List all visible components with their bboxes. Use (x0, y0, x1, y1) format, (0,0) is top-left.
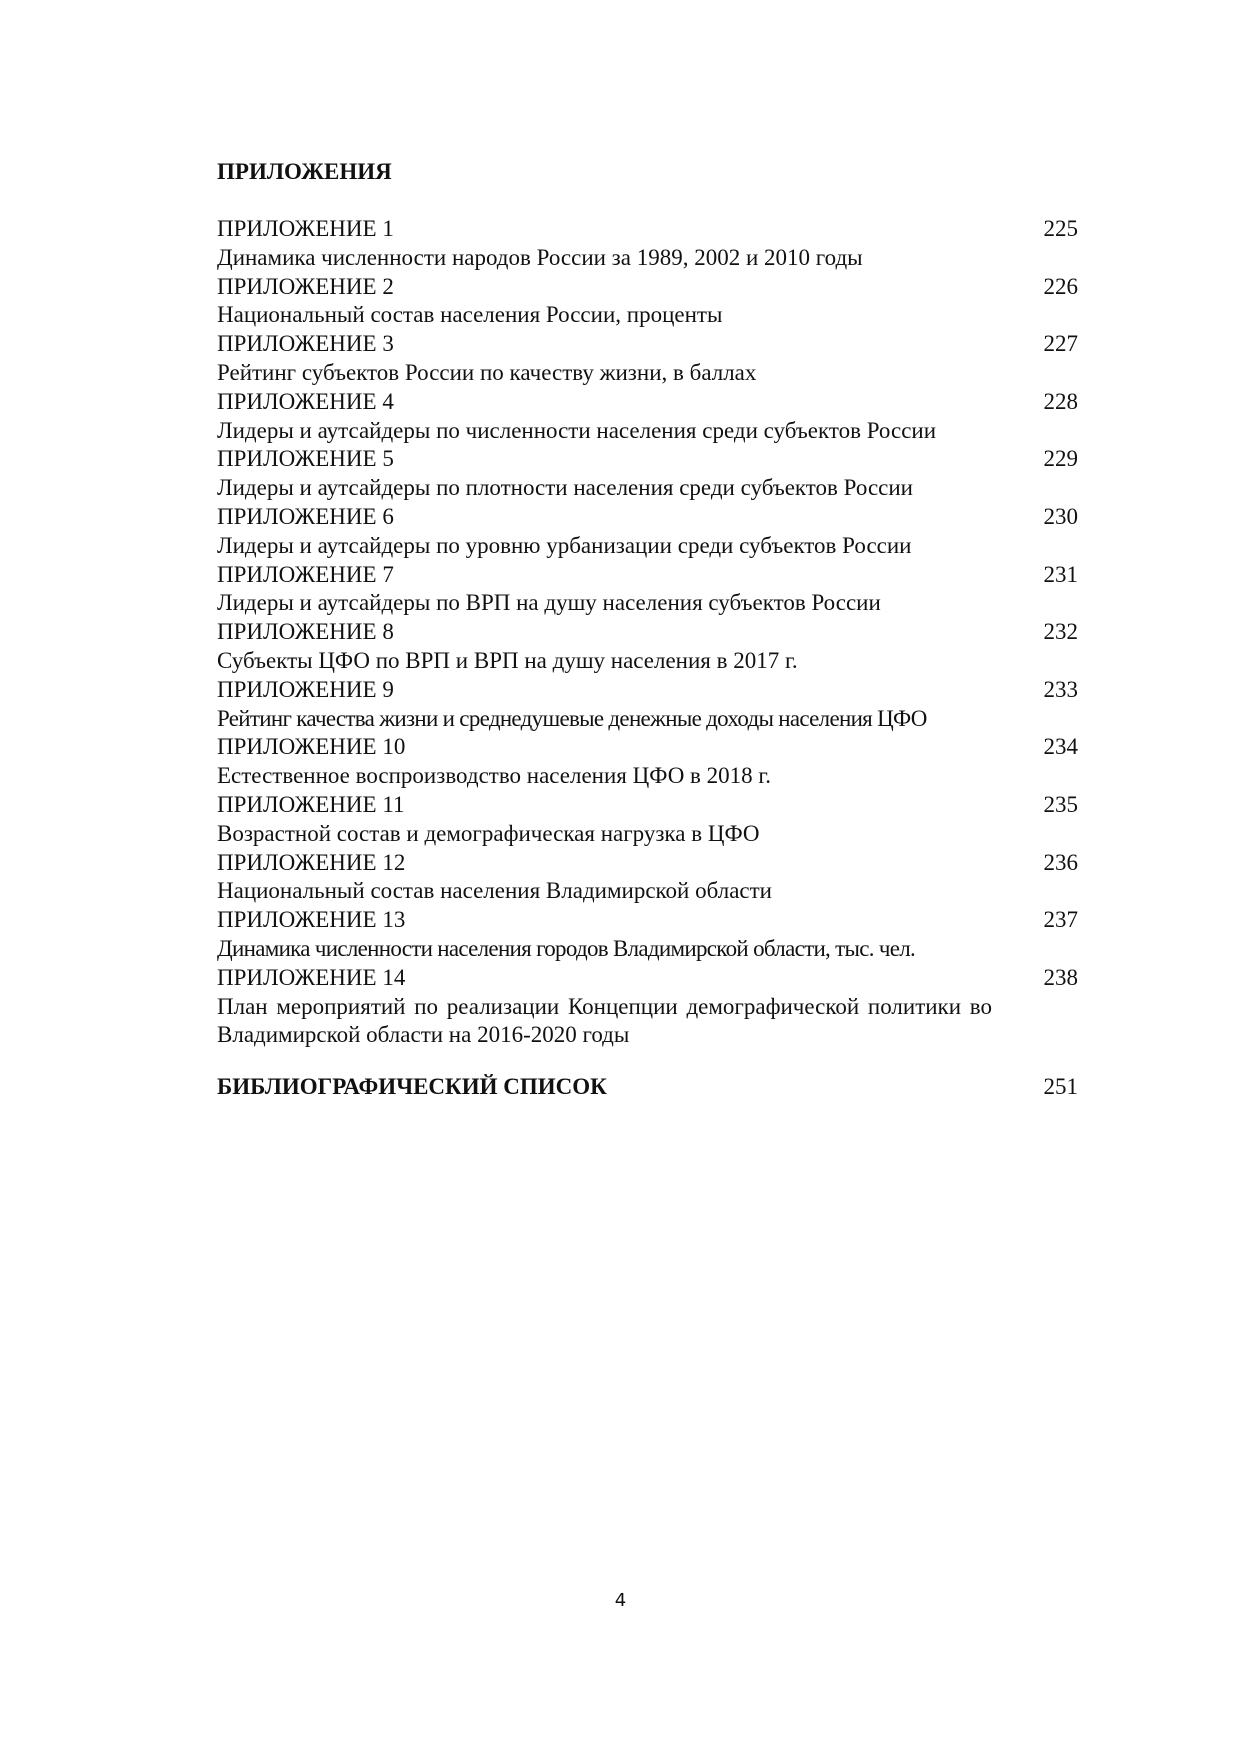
toc-entry (217, 964, 1078, 1050)
page-number: 225 (1043, 216, 1078, 241)
page-number: 251 (1043, 1074, 1078, 1099)
appendix-description: Рейтинг качества жизни и среднедушевые денежные доходы населения ЦФО (217, 705, 927, 731)
page-number: 231 (1043, 561, 1078, 587)
appendix-heading: ПРИЛОЖЕНИЕ 13 (217, 907, 406, 933)
toc-entry-row (217, 733, 1078, 762)
appendix-heading: ПРИЛОЖЕНИЕ 3 (217, 331, 394, 357)
appendix-heading: ПРИЛОЖЕНИЕ 4 (217, 388, 394, 414)
toc-entry (217, 791, 1078, 849)
section-title: ПРИЛОЖЕНИЯ (217, 159, 392, 184)
toc-list (217, 215, 1078, 1050)
appendix-description: Национальный состав населения Владимирской области (217, 878, 772, 904)
page-number: 226 (1043, 273, 1078, 299)
appendix-description: Национальный состав населения России, проценты (217, 302, 723, 328)
toc-entry-row (217, 388, 1078, 417)
appendix-description: Лидеры и аутсайдеры по плотности населения среди субъектов России (217, 475, 913, 501)
toc-entry (217, 388, 1078, 446)
appendix-heading: ПРИЛОЖЕНИЕ 12 (217, 849, 406, 875)
toc-entry-row (217, 791, 1078, 820)
appendix-description: Динамика численности народов России за 1989, 2002 и 2010 годы (217, 244, 863, 270)
appendix-heading: ПРИЛОЖЕНИЕ 6 (217, 503, 394, 529)
appendix-heading: ПРИЛОЖЕНИЕ 2 (217, 273, 394, 299)
toc-entry (217, 445, 1078, 503)
appendix-description: Субъекты ЦФО по ВРП и ВРП на душу населения в 2017 г. (217, 647, 798, 673)
appendix-heading: ПРИЛОЖЕНИЕ 14 (217, 964, 406, 990)
toc-entry-row (217, 964, 1078, 993)
appendix-description: Естественное воспроизводство населения ЦФО в 2018 г. (217, 763, 771, 789)
page-number: 238 (1043, 964, 1078, 990)
appendix-heading: ПРИЛОЖЕНИЕ 1 (217, 216, 394, 241)
toc-entry (217, 676, 1078, 734)
page-number: 230 (1043, 503, 1078, 529)
toc-entry-row (217, 330, 1078, 359)
toc-entry-row (217, 445, 1078, 474)
appendix-description: Рейтинг субъектов России по качеству жизни, в баллах (217, 359, 757, 385)
page-number: 235 (1043, 791, 1078, 817)
page-number: 237 (1043, 907, 1078, 933)
appendix-description: Лидеры и аутсайдеры по численности населения среди субъектов России (217, 417, 937, 443)
bibliography-title: БИБЛИОГРАФИЧЕСКИЙ СПИСОК (217, 1074, 607, 1099)
toc-entry-row (217, 618, 1078, 647)
toc-entry-row (217, 273, 1078, 302)
page-number: 228 (1043, 388, 1078, 414)
toc-entry (217, 330, 1078, 388)
page-number: 229 (1043, 446, 1078, 472)
appendix-description: Возрастной состав и демографическая нагрузка в ЦФО (217, 820, 760, 846)
toc-entry-row (217, 503, 1078, 532)
appendix-heading: ПРИЛОЖЕНИЕ 7 (217, 561, 394, 587)
page-number: 227 (1043, 331, 1078, 357)
toc-entry (217, 561, 1078, 619)
bibliography-entry (217, 1073, 1078, 1101)
toc-entry-row (217, 676, 1078, 705)
appendix-description: Лидеры и аутсайдеры по уровню урбанизации среди субъектов России (217, 532, 912, 558)
toc-entry-row (217, 849, 1078, 878)
appendix-description: Лидеры и аутсайдеры по ВРП на душу населения субъектов России (217, 590, 881, 616)
footer-page-number: 4 (614, 1590, 627, 1611)
appendix-heading: ПРИЛОЖЕНИЕ 11 (217, 791, 405, 817)
toc-entry (217, 215, 1078, 273)
toc-entry (217, 503, 1078, 561)
appendix-heading: ПРИЛОЖЕНИЕ 8 (217, 619, 394, 645)
appendix-description: Динамика численности населения городов Владимирской области, тыс. чел. (217, 935, 916, 961)
toc-entry (217, 906, 1078, 964)
page-number: 233 (1043, 676, 1078, 702)
toc-entry-row (217, 561, 1078, 590)
toc-entry-row (217, 215, 1078, 244)
page-number: 236 (1043, 849, 1078, 875)
toc-entry (217, 273, 1078, 331)
toc-entry (217, 618, 1078, 676)
toc-entry (217, 733, 1078, 791)
page-number: 234 (1043, 734, 1078, 760)
appendix-heading: ПРИЛОЖЕНИЕ 5 (217, 446, 394, 472)
appendix-heading: ПРИЛОЖЕНИЕ 9 (217, 676, 394, 702)
appendix-description: План мероприятий по реализации Концепции демографической политики во Владимирской области на 2016-2020 годы (217, 993, 992, 1048)
appendix-heading: ПРИЛОЖЕНИЕ 10 (217, 734, 406, 760)
page-number: 232 (1043, 619, 1078, 645)
toc-entry (217, 849, 1078, 907)
toc-entry-row (217, 906, 1078, 935)
